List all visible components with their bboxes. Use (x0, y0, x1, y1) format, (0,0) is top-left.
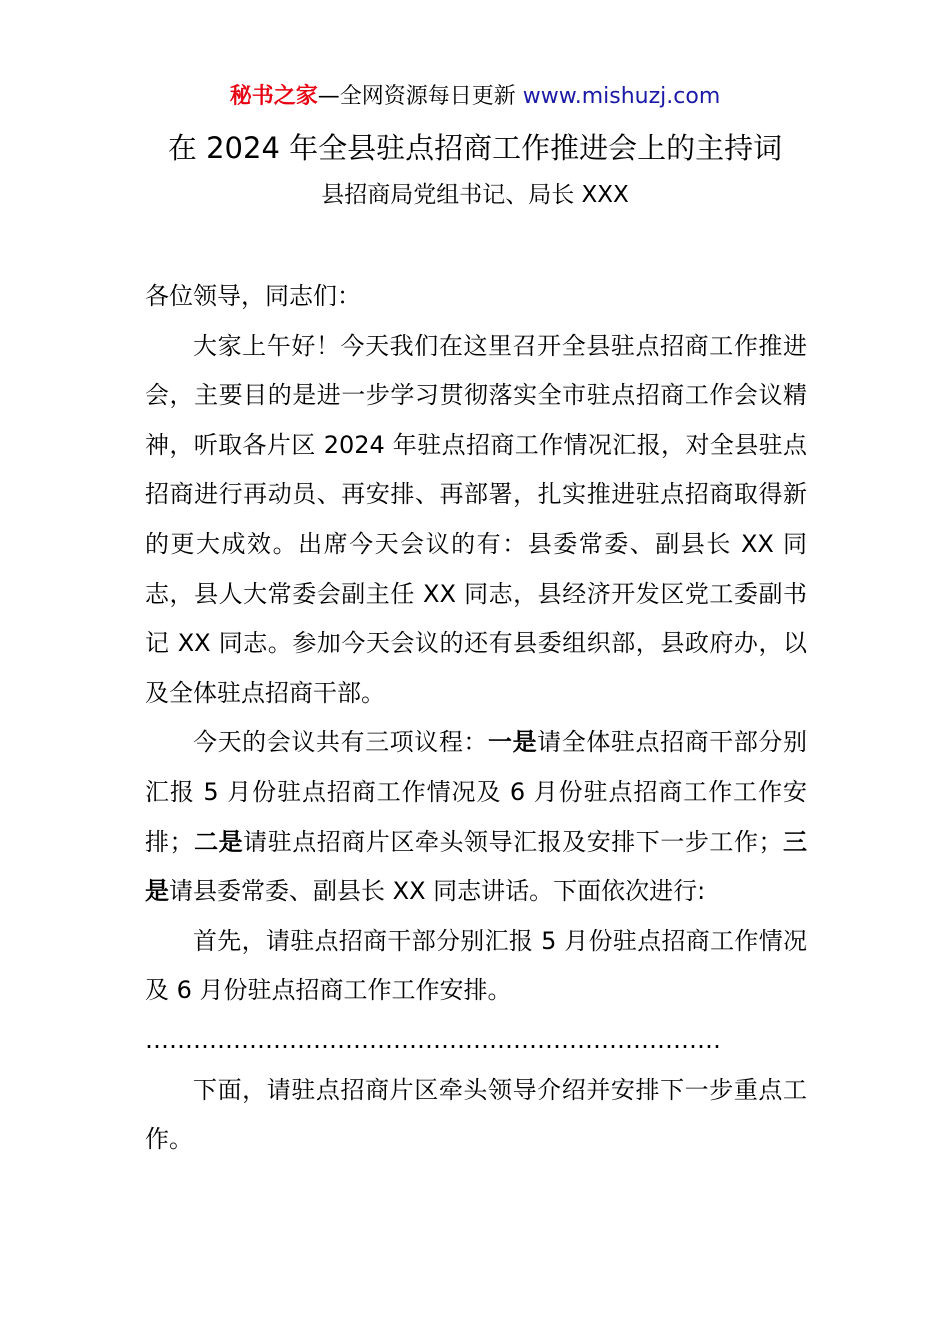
document-title: 在 2024 年全县驻点招商工作推进会上的主持词 (167, 131, 783, 165)
site-tagline: —全网资源每日更新 (317, 84, 516, 109)
agenda-item2-text: 请驻点招商片区牵头领导汇报及安排下一步工作； (243, 827, 783, 856)
site-url-link[interactable]: www.mishuzj.com (522, 84, 721, 109)
agenda-intro: 今天的会议共有三项议程： (193, 728, 488, 757)
agenda-item1-label: 一是 (488, 728, 538, 757)
site-header (0, 80, 950, 114)
site-brand: 秘书之家 (229, 84, 318, 109)
agenda-item3-text: 请县委常委、副县长 XX 同志讲话。下面依次进行: (169, 877, 706, 906)
paragraph-opening: 大家上午好！今天我们在这里召开全县驻点招商工作推进会，主要目的是进一步学习贯彻落实全市驻点招商工作会议精神，听取各片区 2024 年驻点招商工作情况汇报，对全县驻点招商进行再动员、再安排、再部署，扎实推进驻点招商取得新的更大成效。出席今天会议的有：县委常委、副县长 XX 同志，县人大常委会副主任 XX 同志，县经济开发区党工委副书记 XX 同志。参加今天会议的还有县委组织部，县政府办，以及全体驻点招商干部。 (145, 331, 807, 707)
paragraph-agenda (145, 718, 807, 916)
agenda-item3-label: 三是 (145, 827, 808, 906)
agenda-item1-text: 请全体驻点招商干部分别汇报 5 月份驻点招商工作情况及 6 月份驻点招商工作工作安排； (145, 728, 808, 856)
salutation: 各位领导，同志们： (145, 282, 361, 310)
paragraph-first-step: 首先，请驻点招商干部分别汇报 5 月份驻点招商工作情况及 6 月份驻点招商工作工作安排。 (145, 926, 807, 1005)
ellipsis-divider: ……………………………………………………………… (145, 1025, 721, 1054)
paragraph-next-step: 下面，请驻点招商片区牵头领导介绍并安排下一步重点工作。 (145, 1075, 807, 1154)
document-body (145, 272, 807, 1165)
agenda-item2-label: 二是 (193, 827, 244, 856)
document-subtitle: 县招商局党组书记、局长 XXX (321, 182, 629, 208)
